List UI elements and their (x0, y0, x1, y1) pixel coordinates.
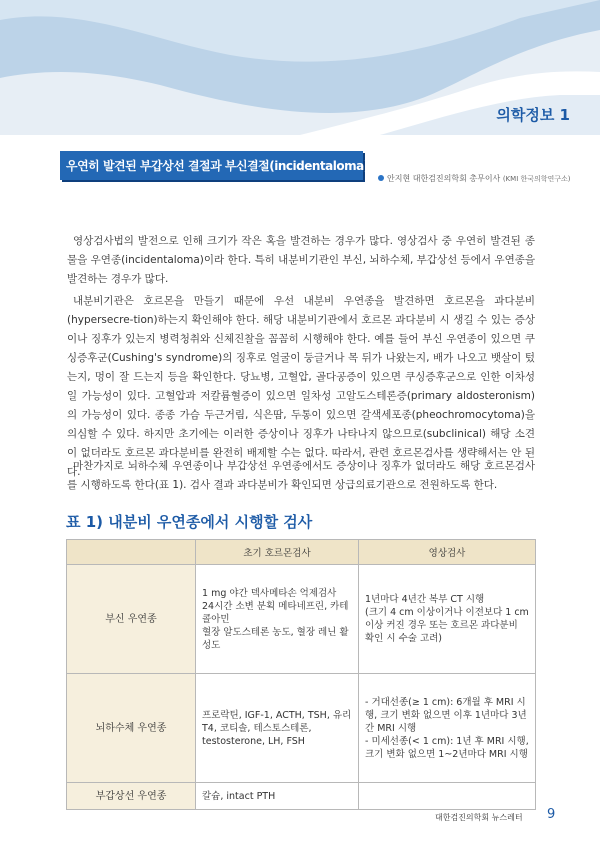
table-header-hormone: 초기 호르몬검사 (196, 540, 359, 565)
table-header-imaging: 영상검사 (359, 540, 536, 565)
bullet-icon (378, 175, 384, 181)
imaging-cell: 1년마다 4년간 복부 CT 시행 (크기 4 cm 이상이거나 이전보다 1 cm 이상 커진 경우 또는 호르몬 과다분비 확인 시 수술 고려) (359, 565, 536, 674)
table-row (67, 783, 536, 810)
hormone-cell: 칼슘, intact PTH (196, 783, 359, 810)
paragraph-2: 내분비기관은 호르몬을 만들기 때문에 우선 내분비 우연종을 발견하면 호르몬을 과다분비(hypersecre-tion)하는지 확인해야 한다. 해당 내분비기관에서 호르몬 과다분비 시 생길 수 있는 증상이나 징후가 있는지 병력청취와 신체진찰을 꼼꼼히 시행해야 한다. 예를 들어 부신 우연종이 있으면 쿠싱증후군(Cushing's syndrome)의 징후로 얼굴이 둥글거나 목 뒤가 나왔는지, 배가 나오고 뱃살이 텄는지, 멍이 잘 드는지 등을 확인한다. 당뇨병, 고혈압, 골다공증이 있으면 쿠싱증후군으로 인한 이차성일 가능성이 있다. 고혈압과 저칼륨혈증이 있으면 일차성 고알도스테론증(primary aldosteronism)의 가능성이 있다. 종종 가슴 두근거림, 식은땀, 두통이 있으면 갈색세포종(pheochromocytoma)을 의심할 수 있다. 하지만 초기에는 이러한 증상이나 징후가 나타나지 않으므로(subclinical) 해당 소견이 없더라도 호르몬 과다분비를 완전히 배제할 수는 없다. 따라서, 관련 호르몬검사를 생략해서는 안 된다. (67, 295, 535, 478)
section-label: 의학정보 1 (496, 106, 570, 124)
row-label: 부신 우연종 (67, 565, 196, 674)
article-title: 우연히 발견된 부갑상선 결절과 부신결절(incidentaloma) 어떻게 해야 하나? (66, 159, 464, 173)
row-label: 부갑상선 우연종 (67, 783, 196, 810)
paragraph-1: 영상검사법의 발전으로 인해 크기가 작은 혹을 발견하는 경우가 많다. 영상검사 중 우연히 발견된 종물을 우연종(incidentaloma)이라 한다. 특히 내분비기관인 부신, 뇌하수체, 부갑상선 등에서 우연종을 발견하는 경우가 많다. (67, 235, 535, 285)
paragraph-3: 마찬가지로 뇌하수체 우연종이나 부갑상선 우연종에서도 증상이나 징후가 없더라도 해당 호르몬검사를 시행하도록 한다(표 1). 검사 결과 과다분비가 확인되면 상급의료기관으로 전원하도록 한다. (67, 460, 535, 491)
author-line (378, 173, 571, 184)
table-row (67, 674, 536, 783)
table-row (67, 565, 536, 674)
table-header-blank (67, 540, 196, 565)
exam-table (66, 539, 536, 810)
hormone-cell: 1 mg 야간 덱사메타손 억제검사 24시간 소변 분획 메타네프린, 카테콜아민 혈장 알도스테론 농도, 혈장 레닌 활성도 (196, 565, 359, 674)
footer-publication: 대한검진의학회 뉴스레터 (435, 813, 523, 822)
table-header-row (67, 540, 536, 565)
imaging-cell: - 거대선종(≥ 1 cm): 6개월 후 MRI 시행, 크기 변화 없으면 이후 1년마다 3년간 MRI 시행 - 미세선종(< 1 cm): 1년 후 MRI 시행, 크기 변화 없으면 1~2년마다 MRI 시행 (359, 674, 536, 783)
row-label: 뇌하수체 우연종 (67, 674, 196, 783)
table-title: 표 1) 내분비 우연종에서 시행할 검사 (66, 513, 313, 531)
article-title-bar (60, 151, 464, 180)
page-number: 9 (547, 807, 556, 822)
author-org: (KMI 한국의학연구소) (502, 175, 571, 183)
hormone-cell: 프로락틴, IGF-1, ACTH, TSH, 유리 T4, 코티솔, 테스토스테론, testosterone, LH, FSH (196, 674, 359, 783)
author-name: 안지현 대한검진의학회 총무이사 (387, 174, 501, 183)
imaging-cell (359, 783, 536, 810)
